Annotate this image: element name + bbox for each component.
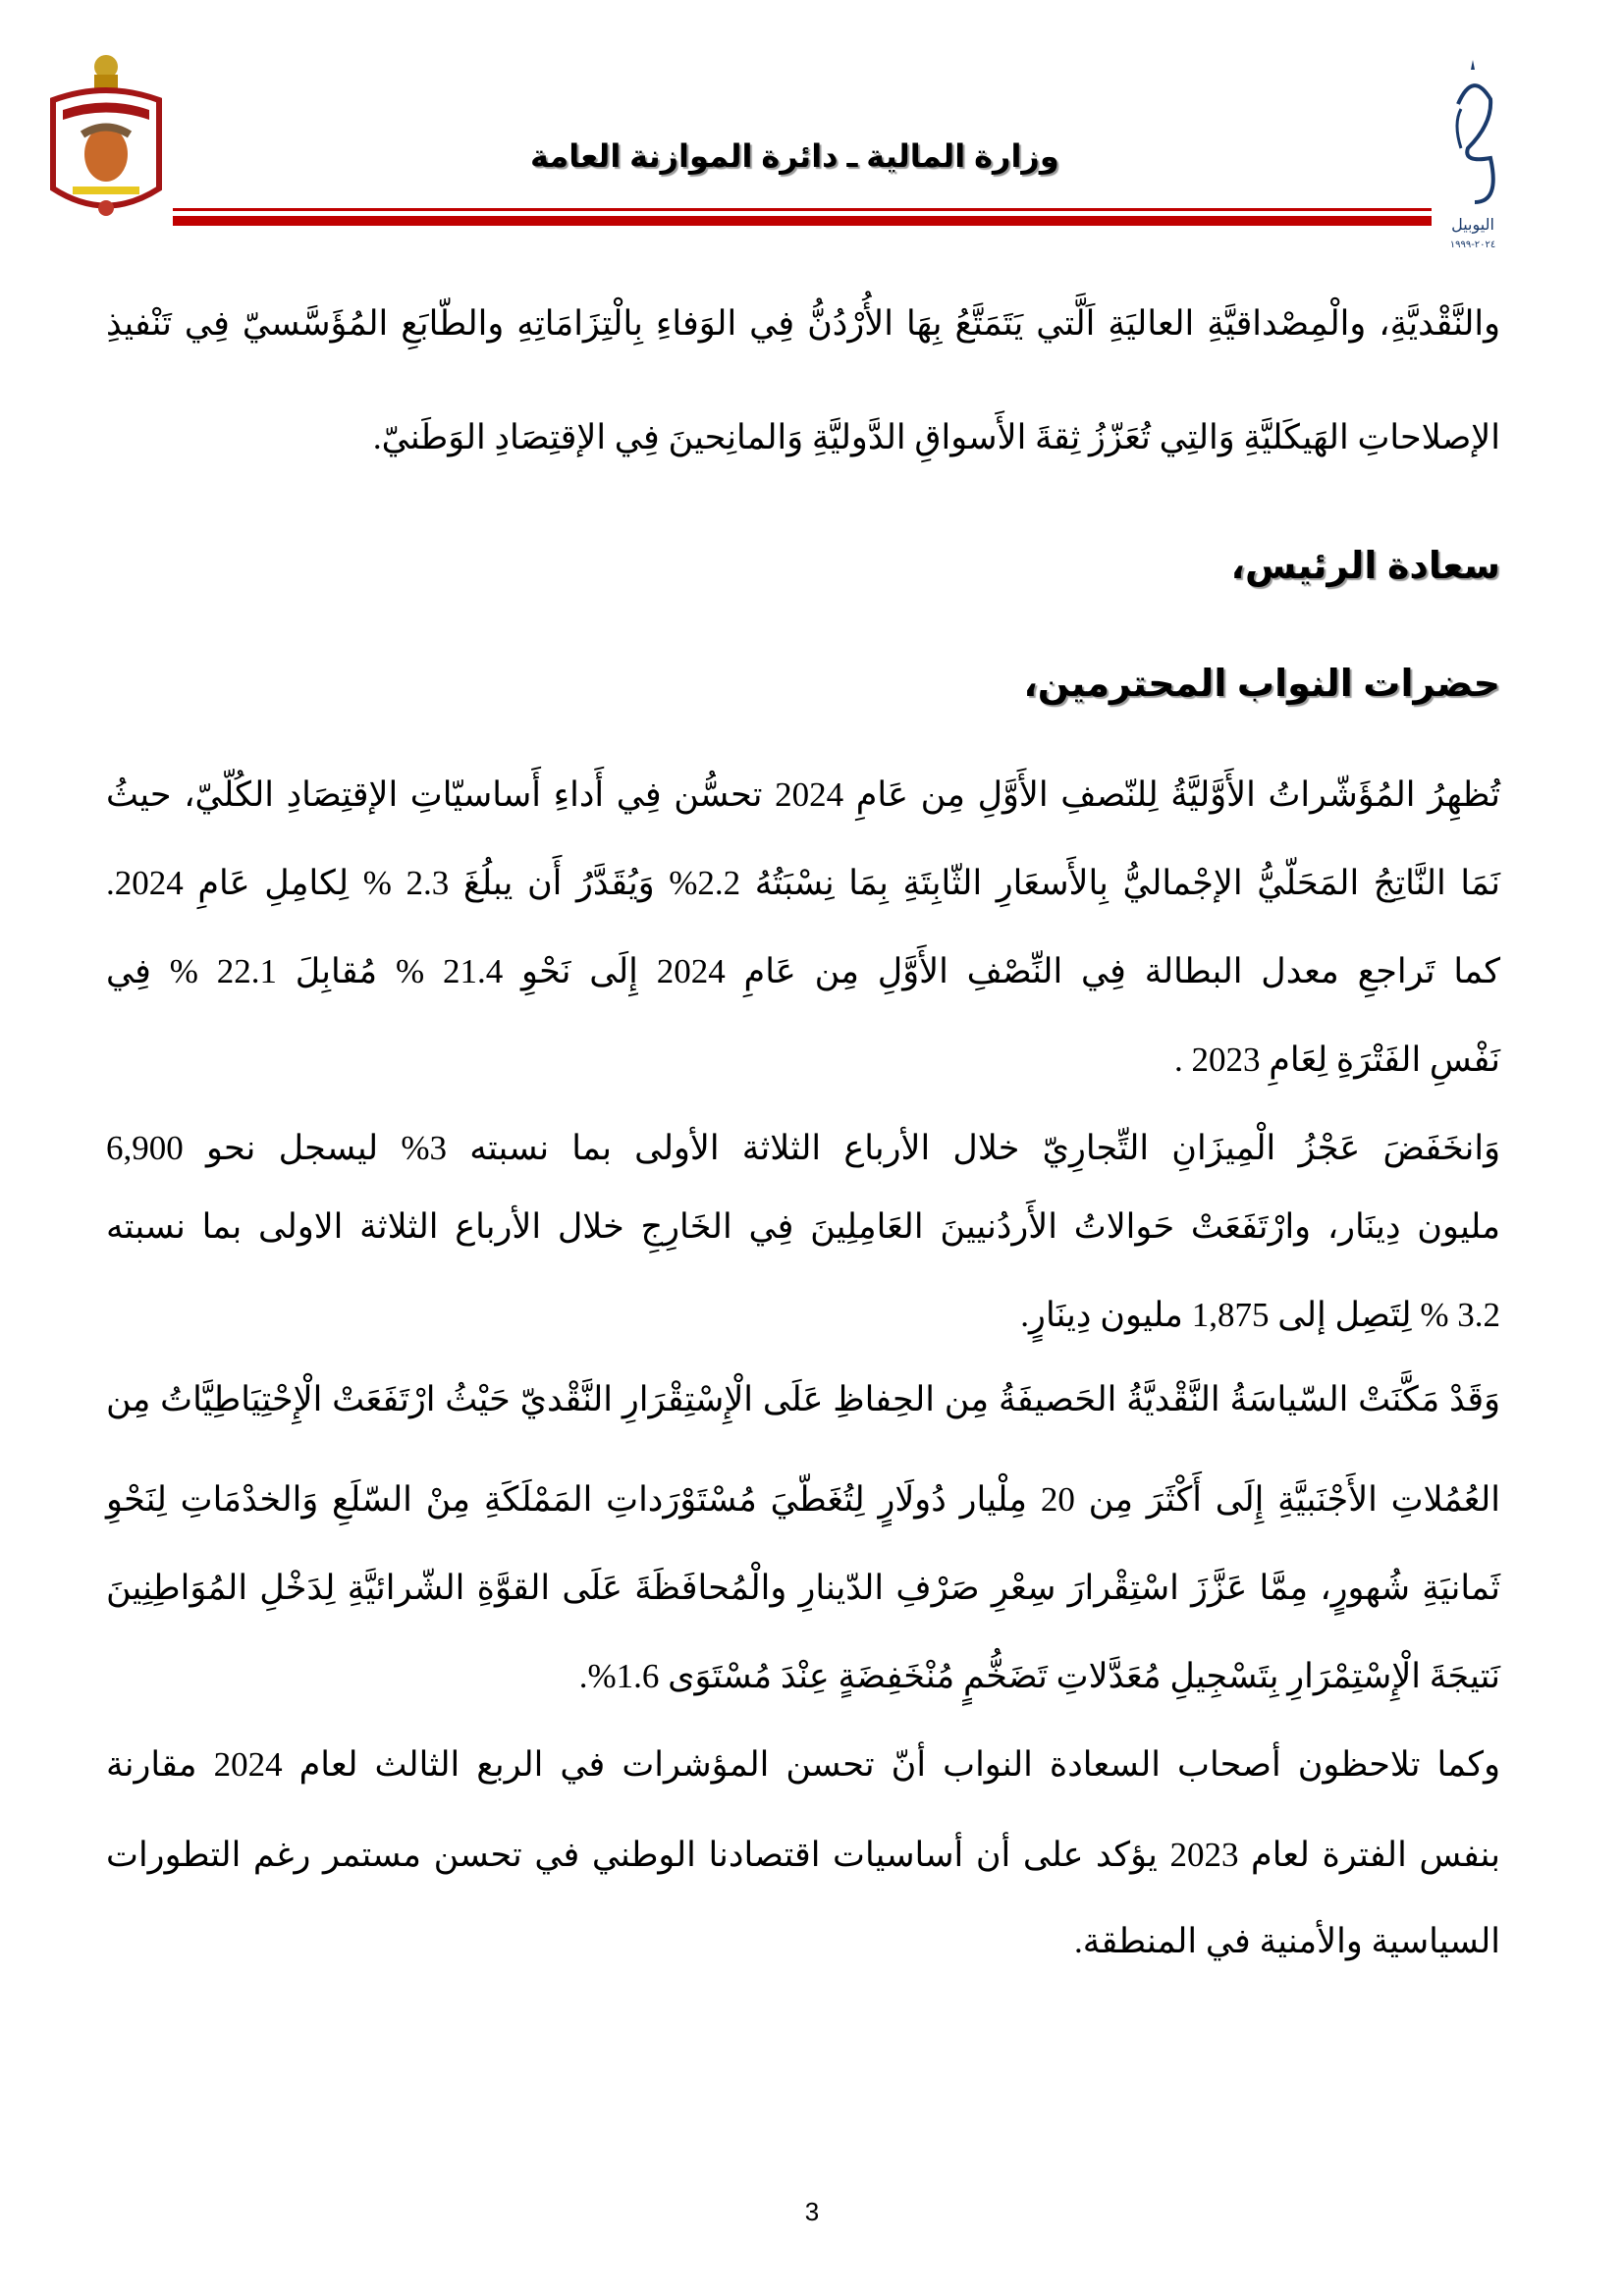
page-number: 3 [804,2197,820,2226]
coat-of-arms-logo [43,51,169,223]
paragraph-line: نَفْسِ الفَتْرَةِ لِعَامِ 2023 . [1173,1041,1500,1079]
silver-jubilee-logo [1434,55,1512,251]
paragraph-line: السياسية والأمنية في المنطقة. [1074,1922,1500,1960]
paragraph-line: تُظهِرُ المُؤَشّراتُ الأَوَّليَّةُ لِلنّصفِ الأَوَّلِ مِن عَامِ 2024 تحسُّن فِي أَداءِ أَساسيّاتِ الإقتِصَادِ الكُلّيّ، حيثُ [106,775,1500,814]
salutation-president: سعادة الرئيس، [1230,546,1500,587]
paragraph-line: 3.2 % لِتَصِل إلى 1,875 مليون دِينَارٍ. [1020,1296,1500,1334]
paragraph-line: العُمُلاتِ الأَجْنَبيَّةِ إِلَى أَكْثَرَ مِن 20 مِلْيار دُولَارٍ لِتُغَطّيَ مُسْتَوْرَداتِ المَمْلَكَةِ مِنْ السّلَعِ وَالخدْمَاتِ لِنَحْوِ [106,1480,1500,1519]
paragraph-line: وَقَدْ مَكَّنَتْ السّياسَةُ النَّقْديَّةُ الحَصيفَةُ مِن الحِفاظِ عَلَى الْإِسْتِقْرَارِ النَّقْديّ حَيْثُ ارْتَفَعَتْ الْإِحْتِيَاطِيَّاتُ مِن [106,1380,1500,1418]
header-rule-thick [173,216,1432,226]
salutation-deputies: حضرات النواب المحترمين، [1023,664,1500,705]
svg-text:اليوبيل: اليوبيل [1451,215,1494,234]
paragraph-line: وَانخَفَضَ عَجْزُ الْمِيزَانِ التِّجارِيّ خلال الأرباع الثلاثة الأولى بما نسبته 3% ليسجل نحو 6,900 [106,1129,1500,1167]
paragraph-line: بنفس الفترة لعام 2023 يؤكد على أن أساسيات اقتصادنا الوطني في تحسن مستمر رغم التطورات [106,1836,1500,1874]
paragraph-line: نَتيجَةَ الْإِسْتِمْرَارِ بِتَسْجِيلِ مُعَدَّلاتِ تَضَخُّمٍ مُنْخَفِضَةٍ عِنْدَ مُسْتَوَى 1.6%. [578,1657,1500,1695]
svg-text:٢٠٢٤-١٩٩٩: ٢٠٢٤-١٩٩٩ [1449,240,1496,250]
paragraph-line: ثَمانيَةِ شُهورٍ، مِمَّا عَزَّزَ اسْتِقْرارَ سِعْرِ صَرْفِ الدّينارِ والْمُحافَظَةَ عَلَى القوَّةِ الشّرائيَّةِ لِدَخْلِ المُوَاطِنِينَ [106,1569,1500,1607]
paragraph-line: الإصلاحاتِ الهَيكَليَّةِ وَالتِي تُعَزّزُ ثِقةَ الأَسواقِ الدَّوليَّةِ وَالمانِحينَ فِي الإقتِصَادِ الوَطَنيّ. [372,418,1500,456]
paragraph-line: والنَّقْديَّةِ، والْمِصْداقيَّةِ العاليَةِ اَلَّتي يَتَمَتَّعُ بِهَا الأُرْدُنُّ فِي الوَفاءِ بِالْتِزَامَاتِهِ والطّابَعِ المُؤَسَّسيّ فِي تَنْفيذِ [106,304,1500,343]
page-header-title: وزارة المالية ـ دائرة الموازنة العامة [530,138,1059,174]
header-rule [173,208,1432,211]
paragraph-line: نَمَا النَّاتِجُ المَحَلّيُّ الإجْماليُّ بِالأَسعَارِ الثّابِتَةِ بِمَا نِسْبَتُهُ 2.2% وَيُقَدَّرُ أَن يبلُغَ 2.3 % لِكامِلِ عَامِ 2024. [106,864,1500,902]
paragraph-line: وكما تلاحظون أصحاب السعادة النواب أنّ تحسن المؤشرات في الربع الثالث لعام 2024 مقارنة [106,1745,1500,1784]
paragraph-line: مليون دِينَار، وارْتَفَعَتْ حَوالاتُ الأَردُنيينَ العَامِلِينَ فِي الخَارِجِ خلال الأرباع الثلاثة الاولى بما نسبته [106,1207,1500,1246]
paragraph-line: كما تَراجعِ معدل البطالة فِي النِّصْفِ الأَوَّلِ مِن عَامِ 2024 إِلَى نَحْوِ 21.4 % مُقابِلَ 22.1 % فِي [106,952,1500,990]
